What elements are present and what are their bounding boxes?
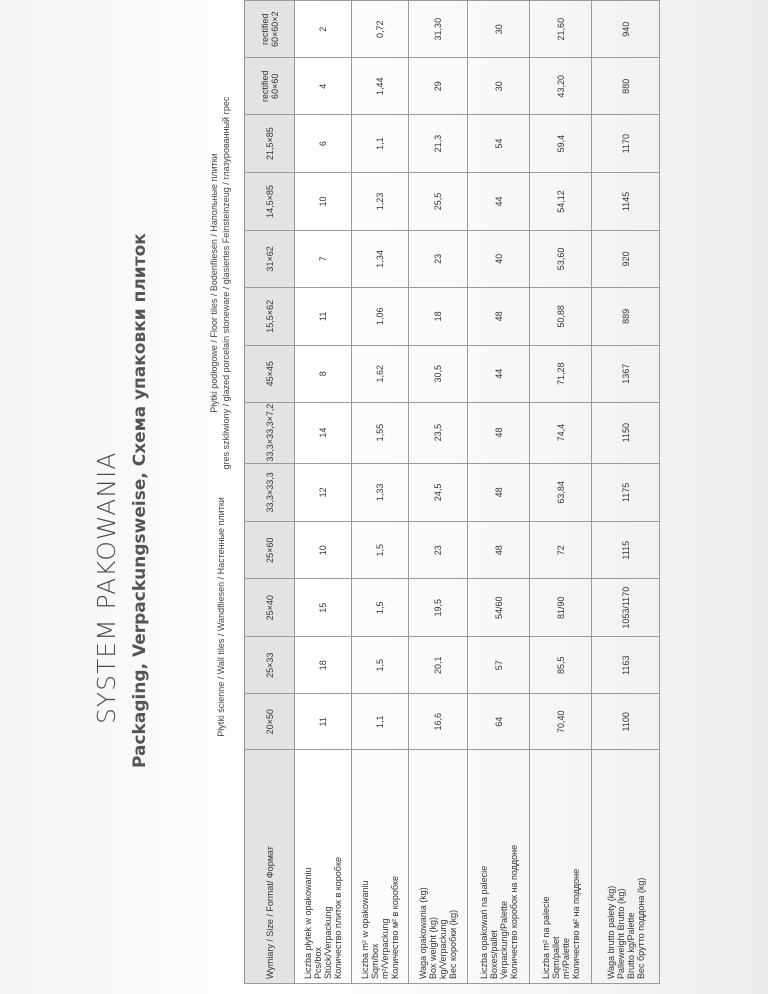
table-cell: 50,88 bbox=[530, 287, 592, 345]
header-cell: 25×33 bbox=[245, 637, 295, 694]
table-cell: 7 bbox=[295, 230, 352, 287]
table-cell: 48 bbox=[468, 522, 530, 579]
table-cell: 48 bbox=[468, 463, 530, 522]
table-cell: 6 bbox=[295, 115, 352, 173]
row-label-line: Liczba m² w opakowaniu bbox=[360, 880, 370, 979]
table-cell: 1,23 bbox=[352, 173, 409, 231]
table-cell: 21,60 bbox=[530, 1, 592, 58]
row-label-line: Boxes/pallet bbox=[488, 929, 499, 979]
table-cell: 30,5 bbox=[409, 345, 468, 402]
table-cell: 59,4 bbox=[530, 115, 592, 173]
table-cell: 74,4 bbox=[530, 402, 592, 463]
table-cell: 30 bbox=[468, 58, 530, 115]
table-cell: 44 bbox=[468, 173, 530, 231]
row-label-line: Box weight (kg) bbox=[428, 916, 438, 979]
header-cell: 31×62 bbox=[245, 230, 295, 287]
table-cell: 48 bbox=[468, 402, 530, 463]
table-cell: 10 bbox=[295, 522, 352, 579]
table-cell: 940 bbox=[592, 1, 660, 58]
row-label bbox=[409, 750, 468, 984]
row-label-line: Liczba m² na palecie bbox=[540, 896, 551, 979]
table-row-pcs-per-box bbox=[295, 1, 352, 984]
table-cell: 1,1 bbox=[352, 115, 409, 173]
table-cell: 85,5 bbox=[530, 637, 592, 694]
table-cell: 10 bbox=[295, 173, 352, 231]
table-cell: 31,30 bbox=[409, 1, 468, 58]
table-cell: 30 bbox=[468, 1, 530, 58]
row-label bbox=[530, 750, 592, 984]
row-label-line: Количество м² на поддоне bbox=[570, 868, 581, 979]
row-label-line: Stück/Verpackung bbox=[323, 906, 333, 979]
row-label-line: Вес брутто поддона (kg) bbox=[635, 877, 646, 979]
table-cell: 2 bbox=[295, 1, 352, 58]
table-cell: 0,72 bbox=[352, 1, 409, 58]
row-label bbox=[468, 750, 530, 984]
header-cell-line: 60×60 bbox=[269, 73, 280, 99]
row-label-line: Liczba opakowań na palecie bbox=[478, 865, 489, 979]
row-label-line: kg/Verpackung bbox=[438, 919, 448, 979]
row-label-line: Liczba płytek w opakowaniu bbox=[303, 867, 313, 979]
table-cell: 44 bbox=[468, 345, 530, 402]
header-cell: 33,3×33,3×7,2 bbox=[245, 402, 295, 463]
row-label-line: Pcs/box bbox=[313, 946, 323, 979]
table-cell: 54 bbox=[468, 115, 530, 173]
header-label: Wymiary / Size / Format/ Формат bbox=[245, 750, 295, 984]
table-cell: 1,62 bbox=[352, 345, 409, 402]
row-label-line: Sqm/pallet bbox=[550, 936, 561, 979]
table-row-sqm-per-pallet bbox=[530, 1, 592, 984]
row-label-line: Вес коробки (kg) bbox=[448, 909, 458, 979]
row-label bbox=[592, 750, 660, 984]
table-cell: 4 bbox=[295, 58, 352, 115]
table-cell: 1,5 bbox=[352, 522, 409, 579]
table-cell: 25,5 bbox=[409, 173, 468, 231]
header-cell-line: rectified bbox=[259, 13, 270, 45]
table-cell: 1,06 bbox=[352, 287, 409, 345]
table-row-boxes-per-pallet bbox=[468, 1, 530, 984]
row-label bbox=[295, 750, 352, 984]
page-title: SYSTEM PAKOWANIA bbox=[92, 451, 121, 724]
row-label-line: Количество коробок на поддоне bbox=[508, 844, 519, 979]
table-cell: 21,3 bbox=[409, 115, 468, 173]
table-row-sqm-per-box bbox=[352, 1, 409, 984]
table-cell: 1,55 bbox=[352, 402, 409, 463]
table-cell: 889 bbox=[592, 287, 660, 345]
table-cell: 1053/1170 bbox=[592, 579, 660, 637]
row-label bbox=[352, 750, 409, 984]
table-cell: 18 bbox=[409, 287, 468, 345]
header-cell: 20×50 bbox=[245, 694, 295, 750]
header-cell: 33,3×33,3 bbox=[245, 463, 295, 522]
packaging-table bbox=[244, 0, 660, 984]
floor-tiles-group-line1: Płytki podłogowe / Floor tiles / Bodenfliesen / Напольные плитки bbox=[209, 153, 219, 413]
table-header-row bbox=[245, 1, 295, 984]
page-subtitle: Packaging, Verpackungsweise, Схема упаковки плиток bbox=[130, 233, 150, 768]
table-cell: 63,84 bbox=[530, 463, 592, 522]
floor-tiles-group-label bbox=[208, 70, 232, 496]
table-cell: 1145 bbox=[592, 173, 660, 231]
table-cell: 23,5 bbox=[409, 402, 468, 463]
table-cell: 16,6 bbox=[409, 694, 468, 750]
header-cell-rectified-60x60x2 bbox=[245, 1, 295, 58]
row-label-line: Verpackung/Palette bbox=[498, 900, 509, 979]
table-cell: 48 bbox=[468, 287, 530, 345]
table-cell: 1150 bbox=[592, 402, 660, 463]
table-cell: 24,5 bbox=[409, 463, 468, 522]
table-cell: 23 bbox=[409, 522, 468, 579]
floor-tiles-group-line2: gres szkliwiony / glazed porcelain stoneware / glasiertes Feinsteinzeug / глазурованный грес bbox=[221, 96, 231, 470]
table-cell: 43,20 bbox=[530, 58, 592, 115]
table-cell: 920 bbox=[592, 230, 660, 287]
table-cell: 1175 bbox=[592, 463, 660, 522]
table-cell: 23 bbox=[409, 230, 468, 287]
table-cell: 1,5 bbox=[352, 579, 409, 637]
table-cell: 71,28 bbox=[530, 345, 592, 402]
table-cell: 8 bbox=[295, 345, 352, 402]
table-cell: 880 bbox=[592, 58, 660, 115]
table-cell: 11 bbox=[295, 694, 352, 750]
table-cell: 18 bbox=[295, 637, 352, 694]
row-label-line: m²/Verpackung bbox=[380, 918, 390, 979]
table-cell: 1,1 bbox=[352, 694, 409, 750]
table-cell: 1100 bbox=[592, 694, 660, 750]
table-cell: 53,60 bbox=[530, 230, 592, 287]
table-cell: 19,5 bbox=[409, 579, 468, 637]
row-label-line: Sqm/box bbox=[370, 943, 380, 979]
table-cell: 1,5 bbox=[352, 637, 409, 694]
table-cell: 15 bbox=[295, 579, 352, 637]
row-label-line: m²/Palette bbox=[560, 937, 571, 979]
row-label-line: Brutto kg/Palette bbox=[625, 912, 636, 979]
header-cell-line: rectified bbox=[259, 70, 270, 103]
row-label-line: Waga brutto palety (kg) bbox=[605, 885, 616, 979]
table-cell: 72 bbox=[530, 522, 592, 579]
table-row-pallet-weight bbox=[592, 1, 660, 984]
header-cell: 21,5×85 bbox=[245, 115, 295, 173]
table-cell: 70,40 bbox=[530, 694, 592, 750]
table-cell: 1,34 bbox=[352, 230, 409, 287]
header-cell-rectified-60x60 bbox=[245, 58, 295, 115]
table-cell: 1,44 bbox=[352, 58, 409, 115]
table-cell: 1367 bbox=[592, 345, 660, 402]
table-cell: 1170 bbox=[592, 115, 660, 173]
header-cell: 15,5×62 bbox=[245, 287, 295, 345]
header-cell: 14,5×85 bbox=[245, 173, 295, 231]
table-cell: 1163 bbox=[592, 637, 660, 694]
table-cell: 14 bbox=[295, 402, 352, 463]
table-cell: 11 bbox=[295, 287, 352, 345]
row-label-line: Количество м² в коробке bbox=[390, 875, 400, 979]
header-cell: 25×60 bbox=[245, 522, 295, 579]
table-cell: 81/90 bbox=[530, 579, 592, 637]
table-cell: 57 bbox=[468, 637, 530, 694]
table-cell: 29 bbox=[409, 58, 468, 115]
table-cell: 54,12 bbox=[530, 173, 592, 231]
table-cell: 1,33 bbox=[352, 463, 409, 522]
wall-tiles-group-label: Płytki ścienne / Wall tiles / Wandfliesen / Настенные плитки bbox=[216, 497, 226, 737]
table-cell: 20,1 bbox=[409, 637, 468, 694]
table-cell: 12 bbox=[295, 463, 352, 522]
table-cell: 40 bbox=[468, 230, 530, 287]
row-label-line: Palleweight Brutto (kg) bbox=[615, 888, 626, 979]
table-cell: 54/60 bbox=[468, 579, 530, 637]
table-row-box-weight bbox=[409, 1, 468, 984]
row-label-line: Waga opakowania (kg) bbox=[418, 887, 428, 979]
header-cell-line: 60×60×2 bbox=[269, 11, 280, 47]
header-cell: 25×40 bbox=[245, 579, 295, 637]
table-cell: 1115 bbox=[592, 522, 660, 579]
row-label-line: Количество плиток в коробке bbox=[333, 857, 343, 979]
header-cell: 45×45 bbox=[245, 345, 295, 402]
table-cell: 64 bbox=[468, 694, 530, 750]
